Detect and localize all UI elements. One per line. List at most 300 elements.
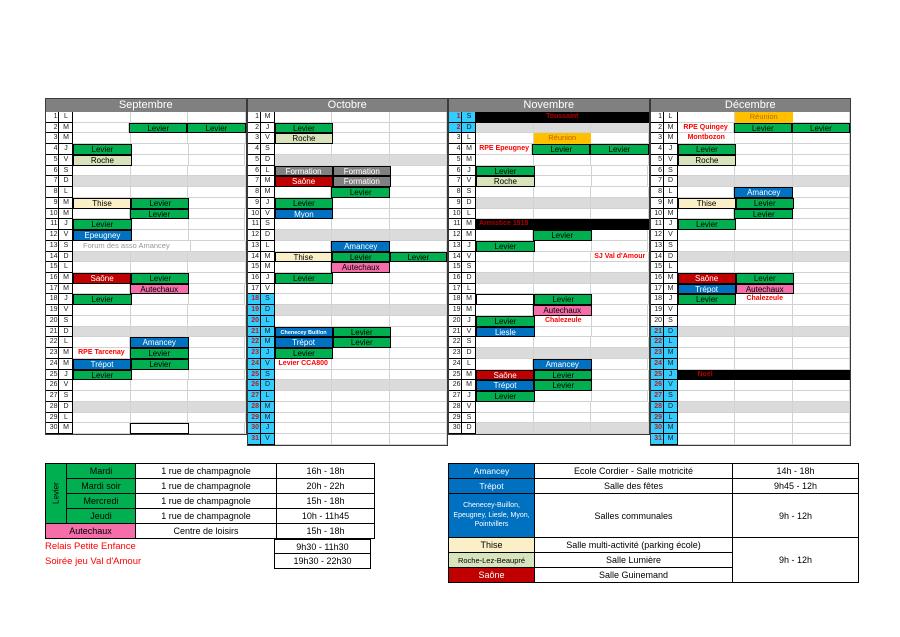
legend-hours: 9h - 12h bbox=[733, 494, 858, 537]
legend-city: Chenecey-Buillon, Epeugney, Liesle, Myon, Pointvillers bbox=[449, 494, 534, 537]
event-label: RPE Epeugney bbox=[476, 144, 532, 155]
day-events bbox=[476, 337, 649, 348]
day-letter: V bbox=[664, 230, 678, 241]
event-cell bbox=[73, 133, 131, 144]
day-letter: V bbox=[59, 230, 73, 241]
event-label: Thise bbox=[678, 198, 736, 209]
day-events bbox=[73, 198, 246, 209]
event-cell bbox=[73, 380, 131, 391]
event-cell bbox=[332, 219, 390, 230]
event-cell bbox=[793, 423, 851, 434]
day-letter: L bbox=[261, 241, 275, 252]
day-row bbox=[651, 305, 851, 316]
day-letter: M bbox=[59, 284, 73, 295]
event-label: Autechaux bbox=[331, 262, 390, 273]
day-events bbox=[476, 219, 649, 230]
event-cell bbox=[793, 187, 850, 198]
event-cell bbox=[476, 155, 534, 166]
day-letter: D bbox=[462, 198, 476, 209]
event-cell bbox=[591, 402, 649, 413]
day-letter: V bbox=[59, 305, 73, 316]
day-events bbox=[73, 359, 246, 370]
day-events bbox=[73, 209, 246, 220]
event-cell bbox=[793, 262, 851, 273]
day-letter: M bbox=[261, 413, 275, 424]
event-cell bbox=[73, 327, 131, 338]
day-events bbox=[73, 133, 246, 144]
event-label: Levier bbox=[275, 273, 334, 284]
day-events bbox=[73, 187, 246, 198]
event-label: Levier bbox=[736, 198, 794, 209]
event-cell bbox=[332, 144, 390, 155]
day-letter: D bbox=[59, 402, 73, 413]
event-cell bbox=[131, 252, 189, 263]
event-cell bbox=[332, 434, 390, 445]
event-cell bbox=[591, 209, 649, 220]
day-events bbox=[73, 112, 246, 123]
day-events bbox=[275, 133, 448, 144]
day-number: 14 bbox=[248, 252, 261, 263]
day-row bbox=[449, 370, 649, 381]
event-cell bbox=[535, 391, 592, 402]
event-cell bbox=[591, 123, 649, 134]
event-label: Myon bbox=[275, 209, 334, 220]
event-cell bbox=[188, 166, 246, 177]
event-cell bbox=[73, 284, 130, 295]
event-label: Levier bbox=[131, 273, 189, 284]
event-cell bbox=[592, 241, 649, 252]
day-number: 8 bbox=[449, 187, 462, 198]
event-cell bbox=[735, 348, 793, 359]
day-number: 18 bbox=[651, 294, 664, 305]
day-number: 11 bbox=[46, 219, 59, 230]
day-events bbox=[73, 219, 246, 230]
day-row bbox=[651, 144, 851, 155]
day-events bbox=[678, 391, 851, 402]
event-cell bbox=[275, 230, 333, 241]
day-row bbox=[46, 327, 246, 338]
event-cell bbox=[534, 413, 592, 424]
day-row bbox=[248, 402, 448, 413]
event-cell bbox=[131, 402, 189, 413]
day-row bbox=[248, 230, 448, 241]
event-cell bbox=[793, 305, 851, 316]
event-label: Levier bbox=[476, 316, 535, 327]
event-cell bbox=[735, 391, 793, 402]
event-cell bbox=[678, 327, 736, 338]
day-letter: M bbox=[261, 262, 275, 273]
day-row bbox=[46, 402, 246, 413]
event-cell bbox=[73, 316, 131, 327]
day-events bbox=[476, 187, 649, 198]
event-label: Levier bbox=[333, 337, 391, 348]
event-cell bbox=[188, 391, 246, 402]
day-letter: V bbox=[664, 305, 678, 316]
month-octobre bbox=[247, 98, 449, 446]
event-cell bbox=[275, 316, 333, 327]
day-number: 17 bbox=[46, 284, 59, 295]
day-row bbox=[449, 305, 649, 316]
day-row bbox=[449, 241, 649, 252]
day-events bbox=[678, 230, 851, 241]
day-letter: S bbox=[261, 219, 275, 230]
day-letter: V bbox=[261, 284, 275, 295]
event-cell bbox=[275, 402, 333, 413]
day-letter: M bbox=[261, 176, 275, 187]
event-cell bbox=[735, 305, 793, 316]
day-letter: J bbox=[261, 273, 275, 284]
day-letter: M bbox=[59, 359, 73, 370]
event-cell bbox=[735, 176, 793, 187]
day-number: 29 bbox=[248, 413, 261, 424]
legend-hours: 16h - 18h bbox=[277, 464, 374, 478]
event-cell bbox=[131, 176, 189, 187]
day-row bbox=[651, 348, 851, 359]
legend-hours: 15h - 18h bbox=[277, 494, 374, 508]
event-cell bbox=[390, 402, 448, 413]
day-letter: M bbox=[664, 133, 678, 144]
event-cell bbox=[275, 434, 333, 445]
event-cell bbox=[188, 316, 246, 327]
day-events bbox=[275, 327, 448, 338]
event-cell bbox=[73, 413, 131, 424]
event-label: Levier bbox=[534, 294, 592, 305]
legend-city: Saône bbox=[449, 568, 534, 582]
day-events bbox=[476, 112, 649, 123]
event-cell bbox=[189, 230, 246, 241]
day-letter: M bbox=[59, 133, 73, 144]
event-cell bbox=[73, 391, 131, 402]
day-number: 26 bbox=[248, 380, 261, 391]
day-row bbox=[46, 209, 246, 220]
day-row bbox=[248, 262, 448, 273]
event-cell bbox=[735, 434, 793, 445]
event-cell bbox=[275, 380, 333, 391]
day-events bbox=[275, 370, 448, 381]
day-letter: M bbox=[664, 348, 678, 359]
day-letter: D bbox=[59, 327, 73, 338]
event-cell bbox=[132, 230, 189, 241]
day-number: 6 bbox=[449, 166, 462, 177]
event-cell bbox=[793, 337, 851, 348]
event-label: SJ Val d'Amour bbox=[591, 252, 649, 263]
day-events bbox=[275, 187, 448, 198]
day-row bbox=[651, 123, 851, 134]
day-events bbox=[73, 305, 246, 316]
event-cell bbox=[678, 423, 736, 434]
event-cell bbox=[591, 155, 649, 166]
day-events bbox=[678, 133, 851, 144]
event-cell bbox=[735, 380, 793, 391]
day-row bbox=[449, 380, 649, 391]
event-label: Levier bbox=[73, 144, 132, 155]
event-label: RPE Tarcenay bbox=[73, 348, 130, 359]
event-cell bbox=[132, 155, 189, 166]
day-row bbox=[248, 123, 448, 134]
legend-city: Mercredi bbox=[67, 494, 135, 508]
day-row bbox=[449, 413, 649, 424]
event-cell bbox=[476, 252, 534, 263]
event-cell bbox=[678, 112, 736, 123]
event-cell bbox=[333, 273, 390, 284]
event-label: Roche bbox=[275, 133, 334, 144]
day-events bbox=[275, 241, 448, 252]
day-row bbox=[248, 133, 448, 144]
day-letter: M bbox=[462, 380, 476, 391]
day-number: 24 bbox=[449, 359, 462, 370]
event-cell bbox=[678, 348, 736, 359]
day-number: 7 bbox=[248, 176, 261, 187]
day-letter: J bbox=[261, 198, 275, 209]
day-letter: L bbox=[59, 262, 73, 273]
day-number: 8 bbox=[46, 187, 59, 198]
day-number: 17 bbox=[651, 284, 664, 295]
day-letter: V bbox=[59, 380, 73, 391]
event-cell bbox=[793, 359, 851, 370]
day-number: 13 bbox=[46, 241, 59, 252]
event-cell bbox=[794, 198, 850, 209]
event-label: Levier bbox=[331, 187, 390, 198]
day-number: 5 bbox=[248, 155, 261, 166]
day-events bbox=[678, 176, 851, 187]
day-events bbox=[678, 337, 851, 348]
event-cell bbox=[332, 413, 390, 424]
day-events bbox=[275, 273, 448, 284]
month-header: Novembre bbox=[449, 99, 649, 112]
event-cell bbox=[332, 423, 390, 434]
event-cell bbox=[793, 166, 851, 177]
event-cell bbox=[793, 209, 850, 220]
event-label: Roche bbox=[73, 155, 132, 166]
event-cell bbox=[189, 359, 245, 370]
day-events bbox=[678, 413, 851, 424]
day-events bbox=[476, 402, 649, 413]
day-number: 18 bbox=[449, 294, 462, 305]
legend-hours-merged: 9h - 12h bbox=[733, 538, 858, 582]
event-cell bbox=[73, 166, 131, 177]
day-letter: J bbox=[664, 294, 678, 305]
day-number: 29 bbox=[449, 413, 462, 424]
day-events bbox=[73, 123, 246, 134]
day-row bbox=[46, 144, 246, 155]
day-events bbox=[678, 198, 851, 209]
event-label: Amancey bbox=[130, 337, 189, 348]
event-cell bbox=[592, 316, 649, 327]
day-events bbox=[73, 380, 246, 391]
event-cell bbox=[189, 144, 246, 155]
day-events bbox=[73, 155, 246, 166]
day-letter: S bbox=[59, 316, 73, 327]
event-cell bbox=[793, 219, 850, 230]
day-row bbox=[248, 219, 448, 230]
day-events bbox=[678, 284, 851, 295]
event-cell bbox=[390, 423, 448, 434]
event-label: Chalezeule bbox=[736, 294, 793, 305]
day-row bbox=[449, 252, 649, 263]
event-cell bbox=[534, 187, 592, 198]
event-cell bbox=[390, 294, 448, 305]
day-events bbox=[678, 252, 851, 263]
event-cell bbox=[534, 155, 592, 166]
day-letter: M bbox=[462, 219, 476, 230]
event-label: Levier bbox=[590, 144, 648, 155]
day-number: 8 bbox=[651, 187, 664, 198]
event-cell bbox=[534, 198, 592, 209]
legend-left-table bbox=[45, 463, 375, 539]
day-number: 25 bbox=[449, 370, 462, 381]
event-cell bbox=[189, 294, 246, 305]
event-cell bbox=[390, 370, 448, 381]
legend-venue: Salle des fêtes bbox=[535, 479, 732, 493]
event-cell bbox=[592, 230, 649, 241]
event-cell bbox=[535, 166, 592, 177]
day-events bbox=[678, 273, 851, 284]
day-events bbox=[73, 370, 246, 381]
event-label: Formation bbox=[333, 166, 391, 177]
day-number: 31 bbox=[651, 434, 664, 445]
event-label: Levier bbox=[678, 294, 737, 305]
event-label: Autechaux bbox=[533, 305, 592, 316]
event-cell bbox=[390, 219, 448, 230]
event-cell bbox=[131, 262, 189, 273]
event-cell bbox=[591, 133, 649, 144]
day-letter: L bbox=[59, 187, 73, 198]
event-label: Epeugney bbox=[73, 230, 132, 241]
event-label: Montbozon bbox=[678, 133, 736, 144]
day-number: 27 bbox=[46, 391, 59, 402]
day-events bbox=[476, 359, 649, 370]
day-events bbox=[275, 294, 448, 305]
event-cell bbox=[188, 413, 246, 424]
day-letter: V bbox=[462, 252, 476, 263]
day-letter: S bbox=[462, 337, 476, 348]
event-cell bbox=[333, 133, 390, 144]
event-cell bbox=[332, 402, 390, 413]
event-cell bbox=[390, 273, 447, 284]
day-events bbox=[73, 176, 246, 187]
day-events bbox=[275, 305, 448, 316]
day-events bbox=[476, 294, 649, 305]
day-number: 27 bbox=[449, 391, 462, 402]
event-label: Amancey bbox=[533, 359, 592, 370]
event-cell bbox=[793, 176, 851, 187]
day-letter: M bbox=[462, 370, 476, 381]
day-letter: L bbox=[664, 112, 678, 123]
day-events bbox=[678, 144, 851, 155]
legend-extra-hours: 19h30 - 22h30 bbox=[274, 554, 371, 569]
day-letter: J bbox=[664, 144, 678, 155]
day-letter: S bbox=[59, 166, 73, 177]
day-number: 13 bbox=[449, 241, 462, 252]
day-number: 10 bbox=[46, 209, 59, 220]
event-cell bbox=[73, 209, 130, 220]
event-cell bbox=[794, 284, 850, 295]
day-number: 28 bbox=[651, 402, 664, 413]
day-row bbox=[651, 155, 851, 166]
day-events bbox=[275, 209, 448, 220]
day-events bbox=[476, 230, 649, 241]
event-label: Levier bbox=[532, 144, 590, 155]
event-cell bbox=[390, 144, 448, 155]
day-events bbox=[678, 327, 851, 338]
event-cell bbox=[390, 434, 448, 445]
event-cell bbox=[591, 273, 649, 284]
event-cell bbox=[534, 273, 592, 284]
day-row bbox=[46, 241, 246, 252]
day-number: 4 bbox=[449, 144, 462, 155]
day-letter: S bbox=[261, 370, 275, 381]
day-row bbox=[651, 209, 851, 220]
event-cell bbox=[592, 176, 649, 187]
day-row bbox=[46, 359, 246, 370]
event-label: Levier bbox=[73, 219, 132, 230]
event-cell bbox=[188, 380, 246, 391]
day-letter: M bbox=[59, 423, 73, 434]
day-number: 12 bbox=[46, 230, 59, 241]
day-number: 7 bbox=[651, 176, 664, 187]
day-letter: M bbox=[261, 337, 275, 348]
event-cell bbox=[188, 133, 246, 144]
day-row bbox=[46, 166, 246, 177]
day-row bbox=[248, 166, 448, 177]
day-number: 30 bbox=[46, 423, 59, 434]
event-cell bbox=[390, 262, 447, 273]
event-cell bbox=[793, 380, 851, 391]
day-events bbox=[476, 155, 649, 166]
day-events bbox=[476, 380, 649, 391]
event-cell bbox=[735, 252, 793, 263]
event-label: Levier bbox=[734, 123, 792, 134]
day-letter: M bbox=[59, 198, 73, 209]
day-letter: D bbox=[261, 230, 275, 241]
day-row bbox=[651, 391, 851, 402]
event-cell bbox=[390, 198, 447, 209]
event-cell bbox=[275, 391, 333, 402]
day-events bbox=[678, 209, 851, 220]
legend-address: 1 rue de champagnole bbox=[136, 479, 276, 493]
day-events bbox=[73, 273, 246, 284]
day-letter: M bbox=[664, 434, 678, 445]
day-row bbox=[449, 219, 649, 230]
day-letter: D bbox=[261, 305, 275, 316]
day-letter: M bbox=[59, 209, 73, 220]
day-events bbox=[275, 413, 448, 424]
day-letter: S bbox=[59, 391, 73, 402]
holiday-bar: Toussaint bbox=[476, 112, 649, 123]
legend-venue: Salle Lumière bbox=[535, 553, 732, 567]
day-number: 6 bbox=[248, 166, 261, 177]
day-number: 2 bbox=[46, 123, 59, 134]
day-number: 9 bbox=[248, 198, 261, 209]
day-events bbox=[275, 166, 448, 177]
day-letter: J bbox=[59, 219, 73, 230]
legend-venue: Salles communales bbox=[535, 494, 732, 537]
day-letter: M bbox=[261, 402, 275, 413]
event-cell bbox=[476, 123, 534, 134]
event-cell bbox=[188, 305, 246, 316]
day-letter: S bbox=[664, 166, 678, 177]
legend-city: Thise bbox=[449, 538, 534, 552]
day-number: 29 bbox=[46, 413, 59, 424]
event-label: Formation bbox=[275, 166, 333, 177]
day-row bbox=[651, 252, 851, 263]
day-number: 23 bbox=[248, 348, 261, 359]
day-letter: L bbox=[59, 112, 73, 123]
event-label: Levier bbox=[678, 144, 737, 155]
event-label: Levier bbox=[476, 391, 535, 402]
event-cell bbox=[131, 327, 189, 338]
day-row bbox=[46, 348, 246, 359]
